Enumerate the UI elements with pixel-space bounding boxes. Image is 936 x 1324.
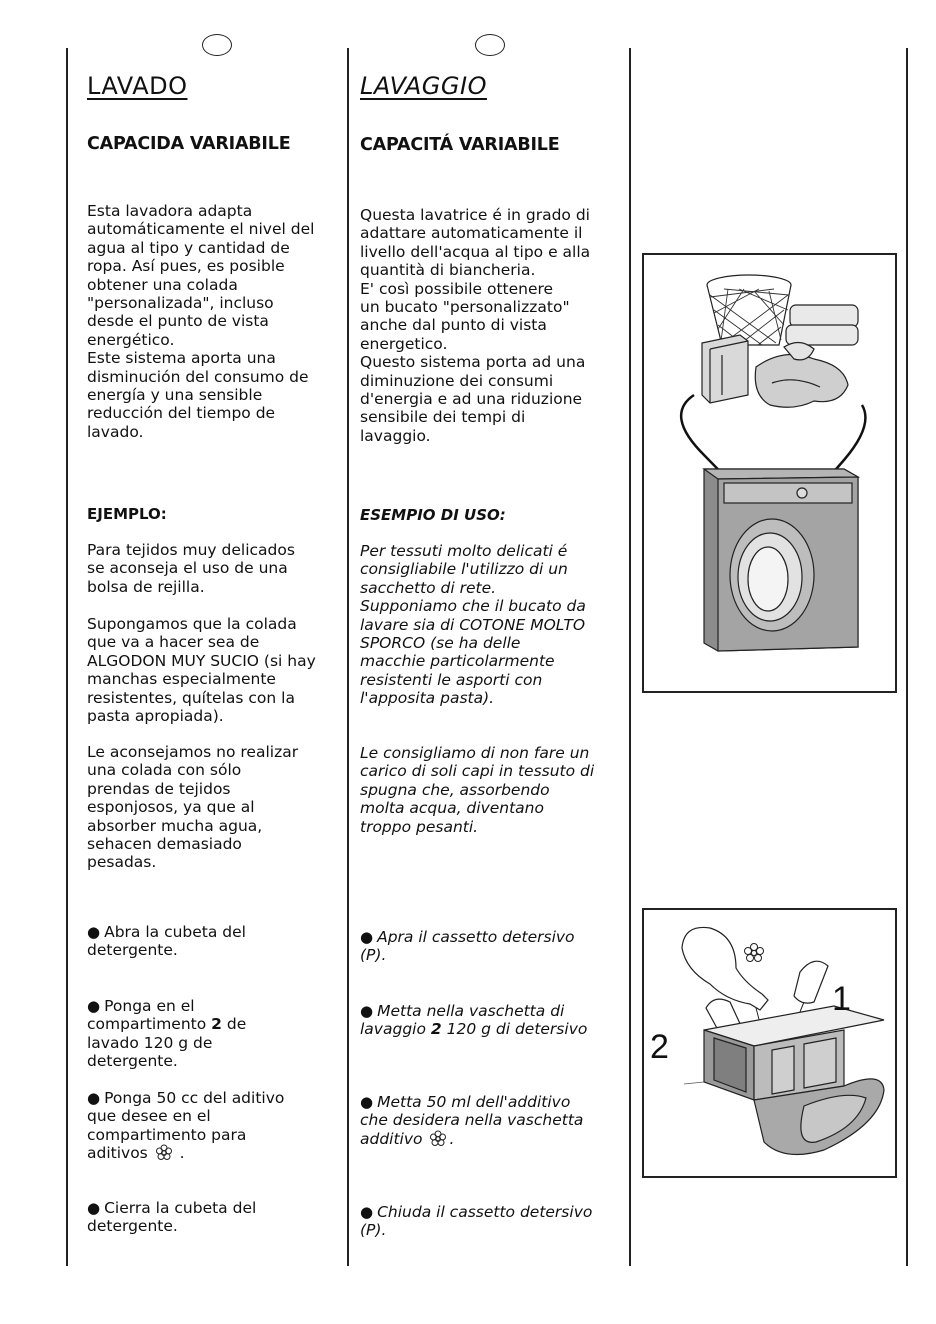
italian-step-2: ● Metta nella vaschetta di lavaggio 2 120 g di detersivo <box>360 1002 587 1039</box>
italian-step-3: ● Metta 50 ml dell'additivo che desidera nella vaschetta additivo . <box>360 1093 583 1148</box>
spanish-step-2: ● Ponga en el compartimento 2 de lavado 120 g de detergente. <box>87 997 246 1071</box>
spanish-example-2: Supongamos que la colada que va a hacer sea de ALGODON MUY SUCIO (si hay manchas especialmente resistentes, quítelas con la pasta apropiada). <box>87 615 316 726</box>
additive-flower-icon <box>745 944 764 962</box>
figure-laundry-washing-machine <box>642 253 897 693</box>
italian-subtitle: CAPACITÁ VARIABILE <box>360 135 560 155</box>
compartment-label-1: 1 <box>832 980 851 1018</box>
laundry-washing-machine-illustration <box>644 255 895 691</box>
italian-intro: Questa lavatrice é in grado di adattare automaticamente il livello dell'acqua al tipo e alla quantità di biancheria. E' così possibile ottenere un bucato "personalizzato" anche dal punto di vista energetico. Questo sistema porta ad una diminuzione dei consumi d'energia e ad una riduzione sensibile dei tempi di lavaggio. <box>360 206 591 445</box>
spanish-intro: Esta lavadora adapta automáticamente el nivel del agua al tipo y cantidad de ropa. Así pues, es posible obtener una colada "personalizada", incluso desde el punto de vista energético. Este sistema aporta una disminución del consumo de energía y una sensible reducción del tiempo de lavado. <box>87 202 315 441</box>
spanish-subtitle: CAPACIDA VARIABILE <box>87 134 291 154</box>
additive-flower-icon <box>427 1130 449 1148</box>
spanish-step-1: ● Abra la cubeta del detergente. <box>87 923 246 960</box>
additive-flower-icon <box>153 1144 175 1162</box>
italian-step-1: ● Apra il cassetto detersivo (P). <box>360 928 575 965</box>
detergent-drawer-illustration <box>644 910 895 1176</box>
figure-detergent-drawer <box>642 908 897 1178</box>
italian-example-2: Le consigliamo di non fare un carico di soli capi in tessuto di spugna che, assorbendo molta acqua, diventano troppo pesanti. <box>360 744 595 836</box>
column-rule-left <box>66 48 68 1266</box>
spanish-example-1: Para tejidos muy delicados se aconseja el uso de una bolsa de rejilla. <box>87 541 295 596</box>
column-rule-center-left <box>347 48 349 1266</box>
spanish-example-3: Le aconsejamos no realizar una colada con sólo prendas de tejidos esponjosos, ya que al absorber mucha agua, sehacen demasiado pesadas. <box>87 743 299 872</box>
column-rule-right <box>906 48 908 1266</box>
language-flag-spanish <box>202 34 232 56</box>
spanish-step-3: ● Ponga 50 cc del aditivo que desee en el compartimento para aditivos . <box>87 1089 284 1163</box>
spanish-title: LAVADO <box>87 72 188 100</box>
italian-example-1: Per tessuti molto delicati é consigliabile l'utilizzo di un sacchetto di rete. Supponiamo che il bucato da lavare sia di COTONE MOLTO SPORCO (se ha delle macchie particolarmente resistenti le asporti con l'apposita pasta). <box>360 542 586 708</box>
italian-title: LAVAGGIO <box>360 72 487 100</box>
compartment-label-2: 2 <box>650 1028 669 1066</box>
spanish-step-4: ● Cierra la cubeta del detergente. <box>87 1199 256 1236</box>
column-rule-center-right <box>629 48 631 1266</box>
italian-example-label: ESEMPIO DI USO: <box>360 506 506 524</box>
language-flag-italian <box>475 34 505 56</box>
spanish-example-label: EJEMPLO: <box>87 505 167 523</box>
italian-step-4: ● Chiuda il cassetto detersivo (P). <box>360 1203 592 1240</box>
